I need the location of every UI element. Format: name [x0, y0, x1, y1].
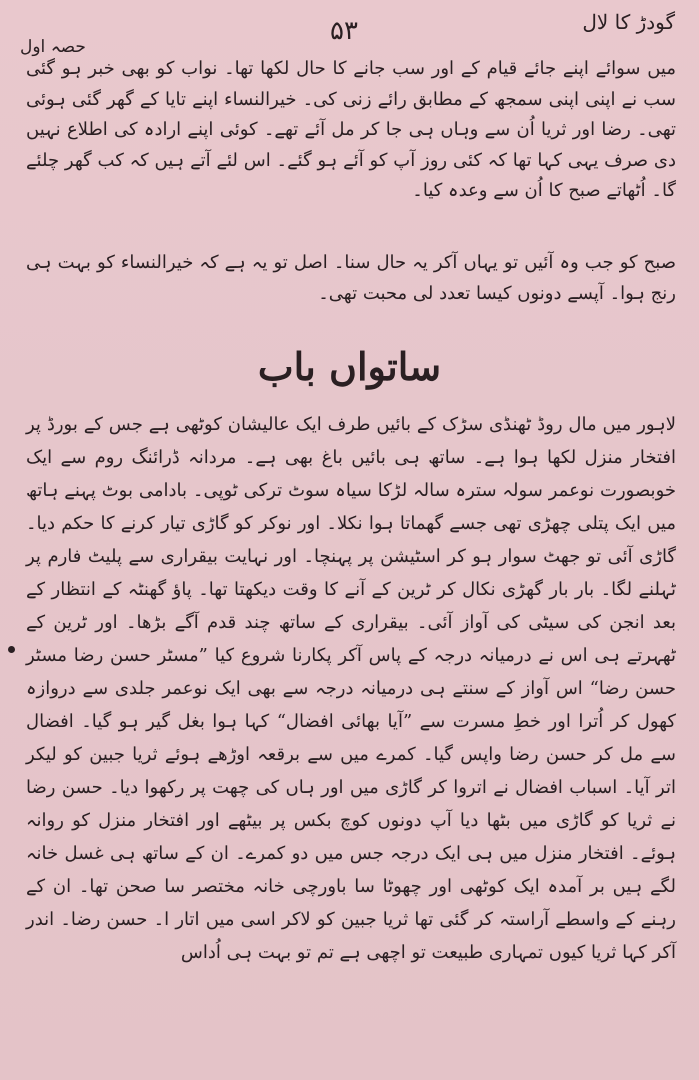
page-header: [0, 10, 699, 57]
paragraph-1: میں سوائے اپنے جائے قیام کے اور سب جانے کا حال لکھا تھا۔ نواب کو بھی خبر ہو گئی سب نے اپنی اپنی سمجھ کے مطابق رائے زنی کی۔ خیرالنساء اپنے تایا کے گھر گئی ہوئی تھی۔ رضا اور ثریا اُن سے وہاں ہی جا کر مل آئے تھے۔ کوئی اپنے ارادہ کی اطلاع نہیں دی صرف یہی کہا تھا کہ کئی روز آپ کو آئے ہو گئے۔ اس لئے آتے ہیں کہ کب گھر چلئے گا۔ اُٹھاتے صبح کا اُن سے وعدہ کیا۔: [26, 58, 676, 201]
paragraph-3: لاہور میں مال روڈ ٹھنڈی سڑک کے بائیں طرف ایک عالیشان کوٹھی ہے جس کے بورڈ پر افتخار منزل لکھا ہوا ہے۔ ساتھ ہی بائیں باغ بھی ہے۔ مردانہ ڈرائنگ روم سے ایک خوبصورت نوعمر سولہ سترہ سالہ لڑکا سیاہ سوٹ ترکی ٹوپی۔ بادامی بوٹ پہنے ہاتھ میں ایک پتلی چھڑی تھی جسے گھماتا ہوا نکلا۔ اور نوکر کو گاڑی تیار کرنے کا حکم دیا۔ گاڑی آئی تو جھٹ سوار ہو کر اسٹیشن پر پہنچا۔ اور نہایت بیقراری سے پلیٹ فارم پر ٹہلنے لگا۔ بار بار گھڑی نکال کر ٹرین کے آنے کا وقت دیکھتا تھا۔ پاؤ گھنٹہ کے انتظار کے بعد انجن کی سیٹی کی آواز آئی۔ بیقراری کے ساتھ چند قدم آگے بڑھا۔ اور ٹرین کے ٹھہرتے ہی اس نے درمیانہ درجہ کے پاس آکر پکارنا شروع کیا ”مسٹر حسن رضا مسٹر حسن رضا“ اس آواز کے سنتے ہی درمیانہ درجہ سے بھی ایک نوعمر جلدی سے دروازہ کھول کر اُترا اور خطِ مسرت سے ”آیا بھائی افضال“ کہا ہوا بغل گیر ہو گیا۔ افضال سے مل کر حسن رضا واپس گیا۔ کمرے میں سے برقعہ اوڑھے ہوئے ثریا جبین کو لیکر اتر آیا۔ اسباب افضال نے اتروا کر گاڑی میں اور ہاں کی چھت پر رکھوا دیا۔ حسن رضا نے ثریا کو گاڑی میں بٹھا دیا آپ دونوں کوچ بکس پر بیٹھے اور افتخار منزل کو روانہ ہوئے۔ افتخار منزل میں ہی ایک درجہ جس میں دو کمرے۔ ان کے ساتھ ہی غسل خانہ لگے ہیں بر آمدہ ایک کوٹھی اور چھوٹا سا باورچی خانہ مختصر سا صحن تھا۔ ان کے رہنے کے واسطے آراستہ کر گئی تھا ثریا جبین کو لاکر اسی میں اتار ا۔ حسن رضا۔ اندر آکر کہا ثریا کیوں تمہاری طبیعت تو اچھی ہے تم تو بہت ہی اُداس: [26, 414, 676, 963]
paragraph-2: صبح کو جب وہ آئیں تو یہاں آکر یہ حال سنا۔ اصل تو یہ ہے کہ خیرالنساء کو بہت ہی رنج ہوا۔ آپسے دونوں کیسا تعدد لی محبت تھی۔: [26, 252, 676, 304]
book-title: گودڑ کا لال: [582, 10, 675, 34]
margin-dot: [8, 646, 15, 653]
part-label: حصہ اول: [20, 37, 86, 57]
page-number: ۵۳: [330, 16, 358, 46]
chapter-heading: ساتواں باب: [257, 344, 442, 389]
